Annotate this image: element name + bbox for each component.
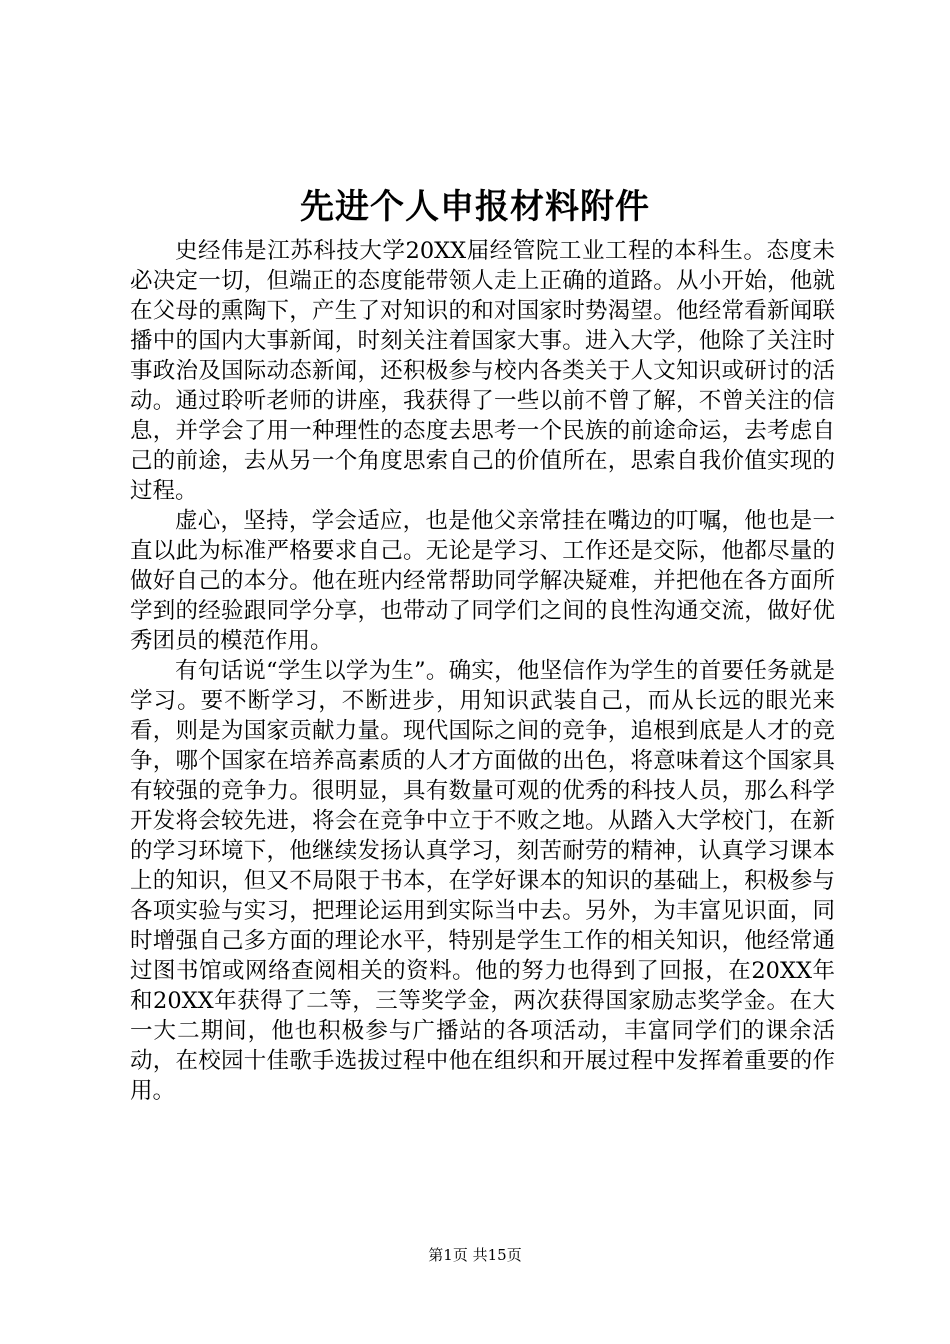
document-body [130,236,835,1106]
paragraph-3: 有句话说“学生以学为生”。确实，他坚信作为学生的首要任务就是学习。要不断学习，不断进步，用知识武装自己，而从长远的眼光来看，则是为国家贡献力量。现代国际之间的竞争，追根到底是人才的竞争，哪个国家在培养高素质的人才方面做的出色，将意味着这个国家具有较强的竞争力。很明显，具有数量可观的优秀的科技人员，那么科学开发将会较先进，将会在竞争中立于不败之地。从踏入大学校门，在新的学习环境下，他继续发扬认真学习，刻苦耐劳的精神，认真学习课本上的知识，但又不局限于书本，在学好课本的知识的基础上，积极参与各项实验与实习，把理论运用到实际当中去。另外，为丰富见识面，同时增强自己多方面的理论水平，特别是学生工作的相关知识，他经常通过图书馆或网络查阅相关的资料。他的努力也得到了回报，在20XX年和20XX年获得了二等，三等奖学金，两次获得国家励志奖学金。在大一大二期间，他也积极参与广播站的各项活动，丰富同学们的课余活动，在校园十佳歌手选拔过程中他在组织和开展过程中发挥着重要的作用。 [130,658,835,1104]
document-title: 先进个人申报材料附件 [300,187,650,227]
paragraph-1: 史经伟是江苏科技大学20XX届经管院工业工程的本科生。态度未必决定一切，但端正的态度能带领人走上正确的道路。从小开始，他就在父母的熏陶下，产生了对知识的和对国家时势渴望。他经常看新闻联播中的国内大事新闻，时刻关注着国家大事。进入大学，他除了关注时事政治及国际动态新闻，还积极参与校内各类关于人文知识或研讨的活动。通过聆听老师的讲座，我获得了一些以前不曾了解，不曾关注的信息，并学会了用一种理性的态度去思考一个民族的前途命运，去考虑自己的前途，去从另一个角度思索自己的价值所在，思索自我价值实现的过程。 [130,238,835,504]
page-number-footer: 第1页 共15页 [428,1246,522,1264]
paragraph-2: 虚心，坚持，学会适应，也是他父亲常挂在嘴边的叮嘱，他也是一直以此为标准严格要求自己。无论是学习、工作还是交际，他都尽量的做好自己的本分。他在班内经常帮助同学解决疑难，并把他在各方面所学到的经验跟同学分享，也带动了同学们之间的良性沟通交流，做好优秀团员的模范作用。 [130,508,835,654]
